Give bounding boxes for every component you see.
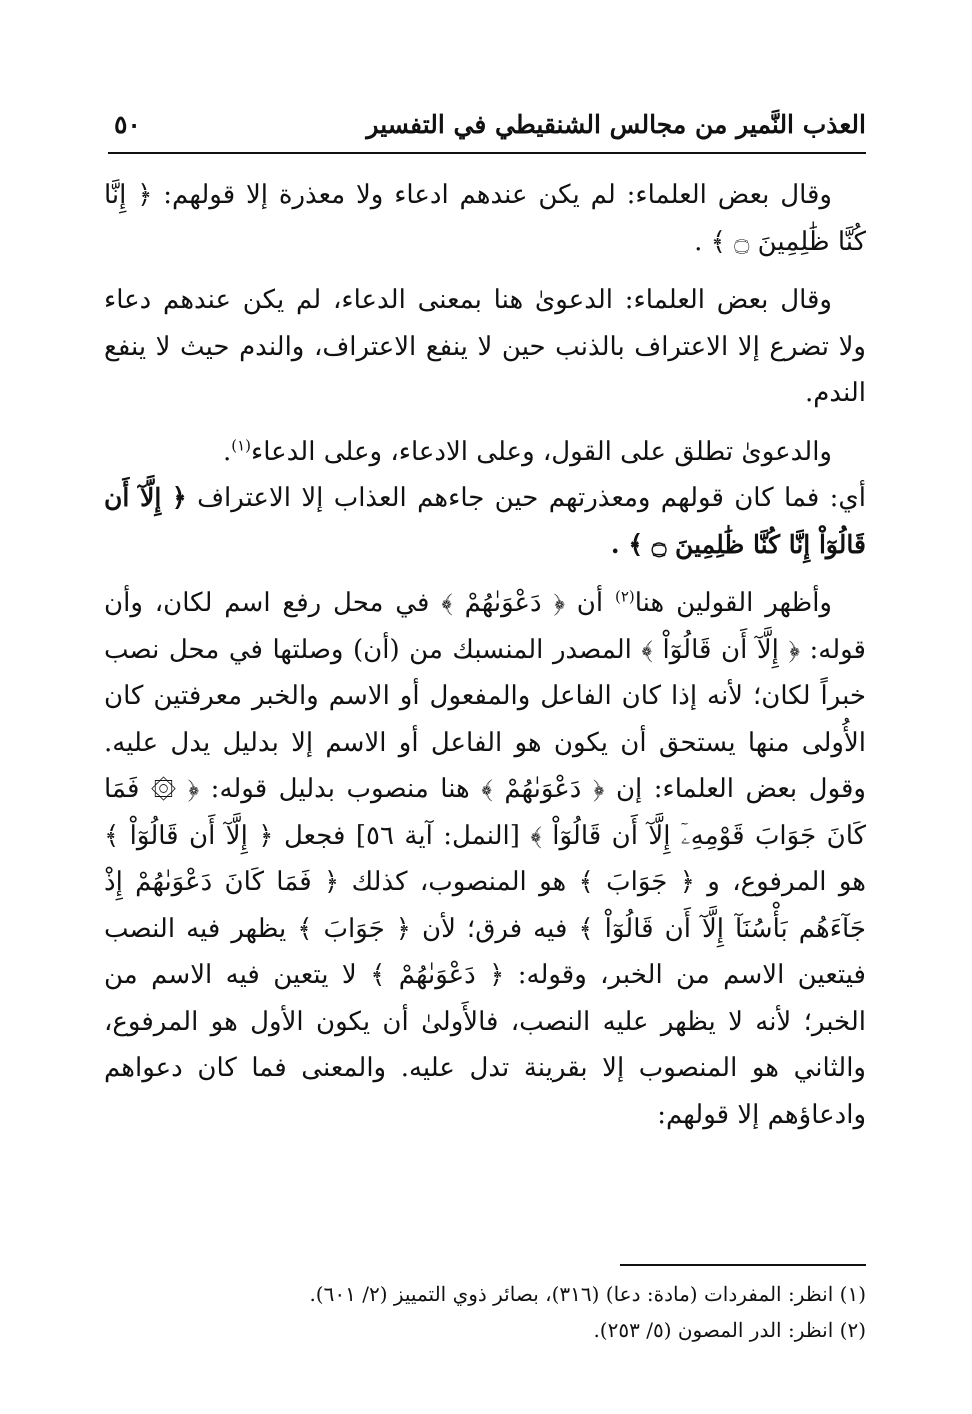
paragraph-3-end: .: [222, 436, 232, 467]
paragraph-3: [104, 429, 866, 569]
paragraph-4-text: أن ﴿ دَعْوَىٰهُمْ ﴾ في محل رفع اسم لكان، وأن قوله: ﴿ إِلَّآ أَن قَالُوٓاْ ﴾ المصدر المنسبك من (أن) وصلتها في محل نصب خبراً لكان؛ لأنه إذا كان الفاعل والمفعول أو الاسم والخبر معرفتين كان الأُولى منها يستحق أن يكون هو الفاعل أو الاسم إلا بدليل يدل عليه. وقول بعض العلماء: إن ﴿ دَعْوَىٰهُمْ ﴾ هنا منصوب بدليل قوله: ﴿ ۞ فَمَا كَانَ جَوَابَ قَوْمِهِۦٓ إِلَّآ أَن قَالُوٓاْ ﴾ [النمل: آية ٥٦] فجعل ﴿ إِلَّآ أَن قَالُوٓاْ ﴾ هو المرفوع، و ﴿ جَوَابَ ﴾ هو المنصوب، كذلك ﴿ فَمَا كَانَ دَعْوَىٰهُمْ إِذْ جَآءَهُم بَأْسُنَآ إِلَّآ أَن قَالُوٓاْ ﴾ فيه فرق؛ لأن ﴿ جَوَابَ ﴾ يظهر فيه النصب فيتعين الاسم من الخبر، وقوله: ﴿ دَعْوَىٰهُمْ ﴾ لا يتعين فيه الاسم من الخبر؛ لأنه لا يظهر عليه النصب، فالأَولىٰ أن يكون الأول هو المرفوع، والثاني هو المنصوب إلا بقرينة تدل عليه. والمعنى فما كان دعواهم وادعاؤهم إلا قولهم:: [104, 588, 866, 1130]
running-title: العذب النَّمير من مجالس الشنقيطي في التفسير: [366, 110, 866, 139]
paragraph-2: وقال بعض العلماء: الدعوىٰ هنا بمعنى الدعاء، لم يكن عندهم دعاء ولا تضرع إلا الاعتراف بالذنب حين لا ينفع الاعتراف، والندم حيث لا ينفع الندم.: [104, 285, 866, 408]
paragraph-3-text: والدعوىٰ تطلق على القول، وعلى الادعاء، وعلى الدعاء: [251, 436, 832, 467]
footnote-2: (٢) انظر: الدر المصون (٥/ ٢٥٣).: [593, 1318, 866, 1342]
header-divider: [108, 152, 866, 154]
footnotes: [104, 1276, 866, 1348]
paragraph-4-start: وأظهر القولين هنا: [634, 588, 832, 618]
page-header: [108, 104, 866, 152]
paragraph-3-continuation: أي: فما كان قولهم ومعذرتهم حين جاءهم العذاب إلا الاعتراف: [197, 483, 866, 513]
paragraph-4: [104, 580, 866, 1138]
footnote-1: (١) انظر: المفردات (مادة: دعا) (٣١٦)، بصائر ذوي التمييز (٢/ ٦٠١).: [309, 1282, 866, 1306]
quran-verse: ﴿ إِلَّآ أَن قَالُوٓاْ إِنَّا كُنَّا ظَٰلِمِينَ ۝ ﴾ .: [104, 483, 866, 559]
page-number: ٥٠: [114, 110, 141, 139]
paragraph-1: وقال بعض العلماء: لم يكن عندهم ادعاء ولا معذرة إلا قولهم: ﴿ إِنَّا كُنَّا ظَٰلِمِينَ ۝ ﴾ .: [104, 180, 866, 257]
footnote-divider: [620, 1264, 866, 1266]
main-text: [104, 172, 866, 1150]
footnote-ref-2: (٢): [614, 587, 635, 606]
footnote-ref-1: (١): [231, 435, 251, 454]
